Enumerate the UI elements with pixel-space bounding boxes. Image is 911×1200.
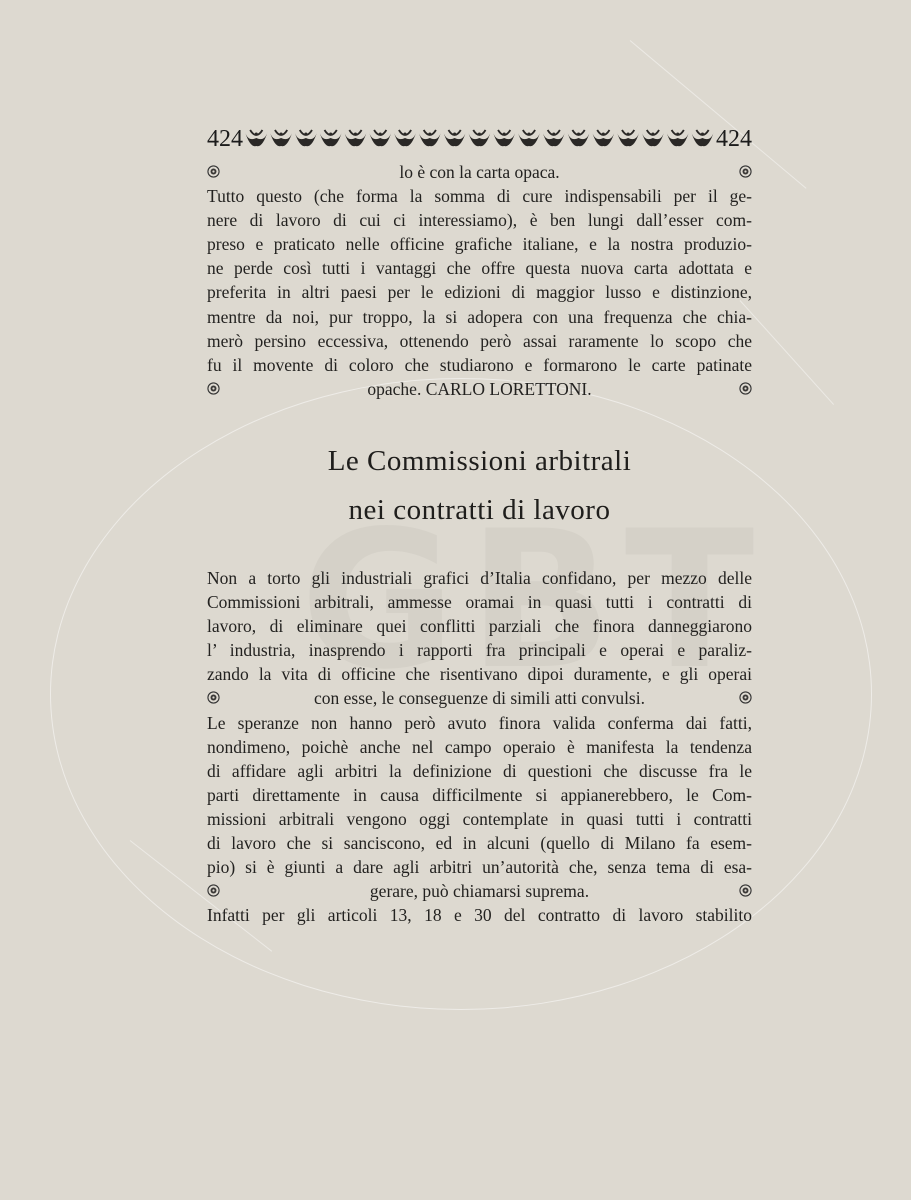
text-line: nere di lavoro di cui ci interessiamo), è ben lungi dall’esser com- <box>207 210 752 231</box>
closing-line <box>207 377 752 401</box>
ornament-motif <box>691 130 714 146</box>
ornament-motif <box>344 130 367 146</box>
rosette-icon <box>207 884 220 897</box>
text-line: fu il movente di coloro che studiarono e formarono le carte patinate <box>207 354 752 375</box>
text-line: Le speranze non hanno però avuto finora valida conferma dai fatti, <box>207 712 752 733</box>
paragraph-end-text: gerare, può chiamarsi suprema. <box>369 881 590 902</box>
rosette-icon <box>739 165 752 178</box>
ornament-motif <box>543 130 566 146</box>
watermark-line <box>740 300 834 405</box>
article-body <box>207 566 752 927</box>
text-line: merò persino eccessiva, ottenendo però assai raramente lo scopo che <box>207 330 752 351</box>
text-line: Non a torto gli industriali grafici d’Italia confidano, per mezzo delle <box>207 568 752 588</box>
text-line: lavoro, di eliminare quei conflitti parziali che finora danneggiarono <box>207 616 752 637</box>
text-line: l’ industria, inasprendo i rapporti fra principali e operai e paraliz- <box>207 640 752 661</box>
text-line: Commissioni arbitrali, ammesse oramai in quasi tutti i contratti di <box>207 592 752 613</box>
text-line: missioni arbitrali vengono oggi contemplate in quasi tutti i contratti <box>207 808 752 829</box>
ornament-motif <box>518 130 541 146</box>
ornament-motif <box>394 130 417 146</box>
ornament-motif <box>369 130 392 146</box>
ornament-motif <box>295 130 318 146</box>
ornament-motif <box>617 130 640 146</box>
rosette-icon <box>207 382 220 395</box>
ornament-motif <box>419 130 442 146</box>
ornament-motif <box>319 130 342 146</box>
text-line: di affidare agli arbitri la definizione di questioni che discusse fra le <box>207 760 752 781</box>
page-number-right: 424 <box>716 126 752 152</box>
text-line: parti direttamente in causa difficilmente si appianerebbero, le Com- <box>207 784 752 805</box>
text-line: pio) si è giunti a dare agli arbitri un’autorità che, senza tema di esa- <box>207 857 752 878</box>
ornament-motif <box>493 130 516 146</box>
paragraph-end-line <box>207 686 752 710</box>
text-line: di lavoro che si sanciscono, ed in alcuni (quello di Milano fa esem- <box>207 833 752 854</box>
opening-line-text: lo è con la carta opaca. <box>399 162 560 182</box>
paragraph-end-text: con esse, le conseguenze di simili atti convulsi. <box>314 688 645 709</box>
ornament-motif <box>567 130 590 146</box>
ornament-motif <box>245 130 268 146</box>
ornament-motif <box>270 130 293 146</box>
ornament-motif <box>592 130 615 146</box>
ornament-motif <box>468 130 491 146</box>
text-line: mentre da noi, pur troppo, la si adopera con una frequenza che chia- <box>207 306 752 327</box>
paragraph-end-line <box>207 879 752 903</box>
ornament-border <box>244 128 715 150</box>
ornament-motif <box>666 130 689 146</box>
ornament-motif <box>443 130 466 146</box>
rosette-icon <box>207 691 220 704</box>
article-title-line2: nei contratti di lavoro <box>348 494 611 526</box>
text-line: ne perde così tutti i vantaggi che offre questa nuova carta adottata e <box>207 258 752 279</box>
ornament-motif <box>642 130 665 146</box>
text-line: Tutto questo (che forma la somma di cure indispensabili per il ge- <box>207 186 752 207</box>
rosette-icon <box>207 165 220 178</box>
text-line: Infatti per gli articoli 13, 18 e 30 del contratto di lavoro stabilito <box>207 905 752 926</box>
page-number-left: 424 <box>207 126 243 152</box>
rosette-icon <box>739 884 752 897</box>
article-title-line1: Le Commissioni arbitrali <box>327 445 632 477</box>
text-line: nondimeno, poichè anche nel campo operaio è manifesta la tendenza <box>207 736 752 757</box>
text-line: preso e praticato nelle officine grafiche italiane, e la nostra produzio- <box>207 234 752 255</box>
page-header <box>207 124 752 154</box>
opening-line <box>207 160 752 184</box>
closing-line-text: opache. CARLO LORETTONI. <box>367 378 592 399</box>
previous-article-text <box>207 160 752 401</box>
text-line: zando la vita di officine che risentivano dipoi duramente, e gli operai <box>207 664 752 685</box>
text-line: preferita in altri paesi per le edizioni di maggior lusso e distinzione, <box>207 282 752 303</box>
rosette-icon <box>739 691 752 704</box>
rosette-icon <box>739 382 752 395</box>
